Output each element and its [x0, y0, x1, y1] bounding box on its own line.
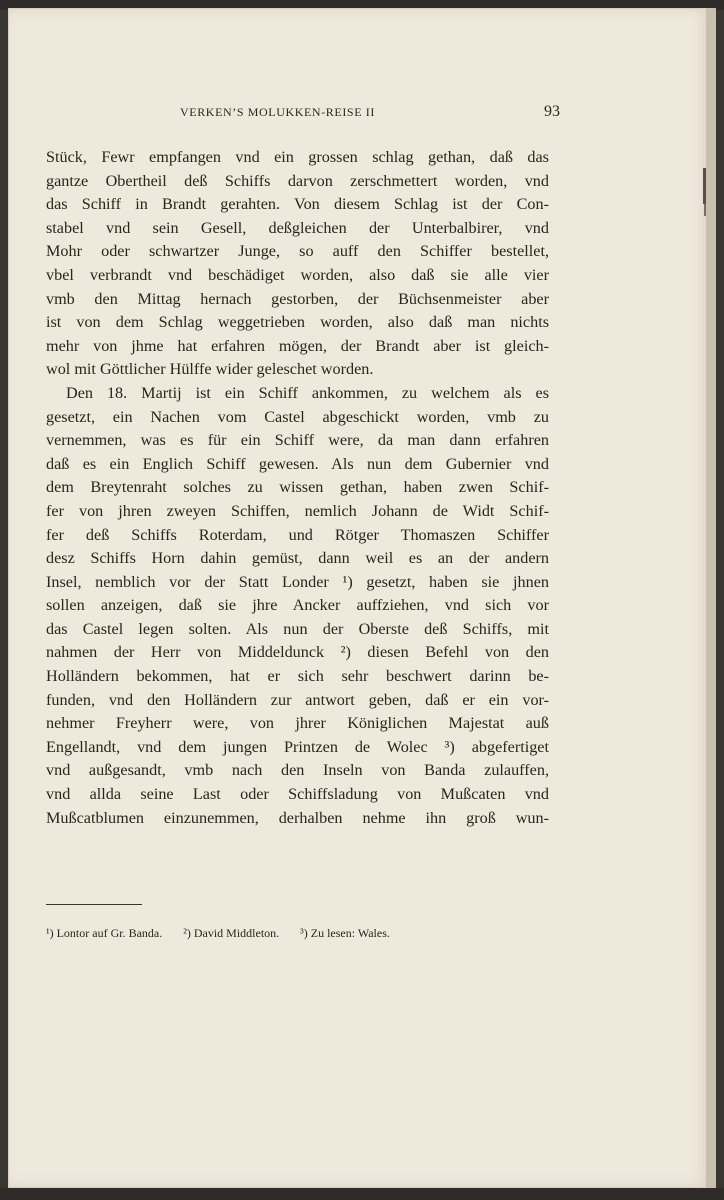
- text-line: Stück, Fewr empfangen vnd ein grossen schlag gethan, daß das: [46, 148, 549, 166]
- text-line: desz Schiffs Horn dahin gemüst, dann weil es an der andern: [46, 549, 549, 568]
- text-line: vnd außgesandt, vmb nach den Inseln von Banda zulauffen,: [46, 761, 549, 780]
- text-line: vbel verbrandt vnd beschädiget worden, also daß sie alle vier: [46, 265, 549, 284]
- text-line: gantze Obertheil deß Schiffs darvon zerschmettert worden, vnd: [46, 171, 549, 190]
- text-line: sollen anzeigen, daß sie jhre Ancker auffziehen, vnd sich vor: [46, 596, 549, 615]
- text-line: mehr von jhme hat erfahren mögen, der Brandt aber ist gleich-: [46, 336, 549, 355]
- text-line: fer von jhren zweyen Schiffen, nemlich Johann de Widt Schif-: [46, 501, 549, 520]
- text-line: Mußcatblumen einzunemmen, derhalben nehme ihn groß wun-: [46, 808, 549, 827]
- text-line: vmb den Mittag hernach gestorben, der Büchsenmeister aber: [46, 289, 549, 308]
- footnotes: [46, 926, 549, 941]
- text-line: Den 18. Martij ist ein Schiff ankommen, zu welchem als es: [66, 383, 549, 402]
- text-line: funden, vnd den Holländern zur antwort geben, daß er ein vor-: [46, 690, 549, 709]
- text-line: fer deß Schiffs Roterdam, und Rötger Thomaszen Schiffer: [46, 525, 549, 544]
- running-head: VERKEN’S MOLUKKEN-REISE II: [180, 105, 375, 119]
- footnote-rule: [46, 904, 142, 905]
- text-line: daß es ein Englich Schiff gewesen. Als nun dem Gubernier vnd: [46, 454, 549, 473]
- page-number: 93: [544, 103, 560, 120]
- page-edge: [706, 8, 716, 1188]
- text-line: das Castel legen solten. Als nun der Oberste deß Schiffs, mit: [46, 619, 549, 638]
- text-line: nahmen der Herr von Middeldunck ²) diesen Befehl von den: [46, 643, 549, 662]
- text-line: gesetzt, ein Nachen vom Castel abgeschickt worden, vmb zu: [46, 407, 549, 426]
- text-line: dem Breytenraht solches zu wissen gethan, haben zwen Schif-: [46, 478, 549, 497]
- scan-frame-bottom: [0, 1188, 724, 1200]
- text-line: wol mit Göttlicher Hülffe wider geleschet worden.: [46, 360, 374, 379]
- text-line: das Schiff in Brandt gerahten. Von diesem Schlag ist der Con-: [46, 195, 549, 214]
- footnote: ³) Zu lesen: Wales.: [300, 926, 390, 940]
- body-text: [46, 146, 549, 830]
- footnote: ¹) Lontor auf Gr. Banda.: [46, 926, 163, 940]
- text-line: vernemmen, was es für ein Schiff were, da man dann erfahren: [46, 431, 549, 450]
- footnote: ²) David Middleton.: [183, 926, 280, 940]
- book-page: [8, 8, 710, 1188]
- text-line: Mohr oder schwartzer Junge, so auff den Schiffer bestellet,: [46, 242, 549, 261]
- text-line: Insel, nemblich vor der Statt Londer ¹) gesetzt, haben sie jhnen: [46, 572, 549, 591]
- text-line: vnd allda seine Last oder Schiffsladung von Mußcaten vnd: [46, 785, 549, 804]
- text-line: Holländern bekommen, hat er sich sehr beschwert darinn be-: [46, 667, 549, 686]
- text-line: nehmer Freyherr were, von jhrer Königlichen Majestat auß: [46, 714, 549, 733]
- text-line: ist von dem Schlag weggetrieben worden, also daß man nichts: [46, 313, 549, 332]
- text-line: stabel vnd sein Gesell, deßgleichen der Unterbalbirer, vnd: [46, 218, 549, 237]
- text-line: Engellandt, vnd dem jungen Printzen de Wolec ³) abgefertiget: [46, 737, 549, 756]
